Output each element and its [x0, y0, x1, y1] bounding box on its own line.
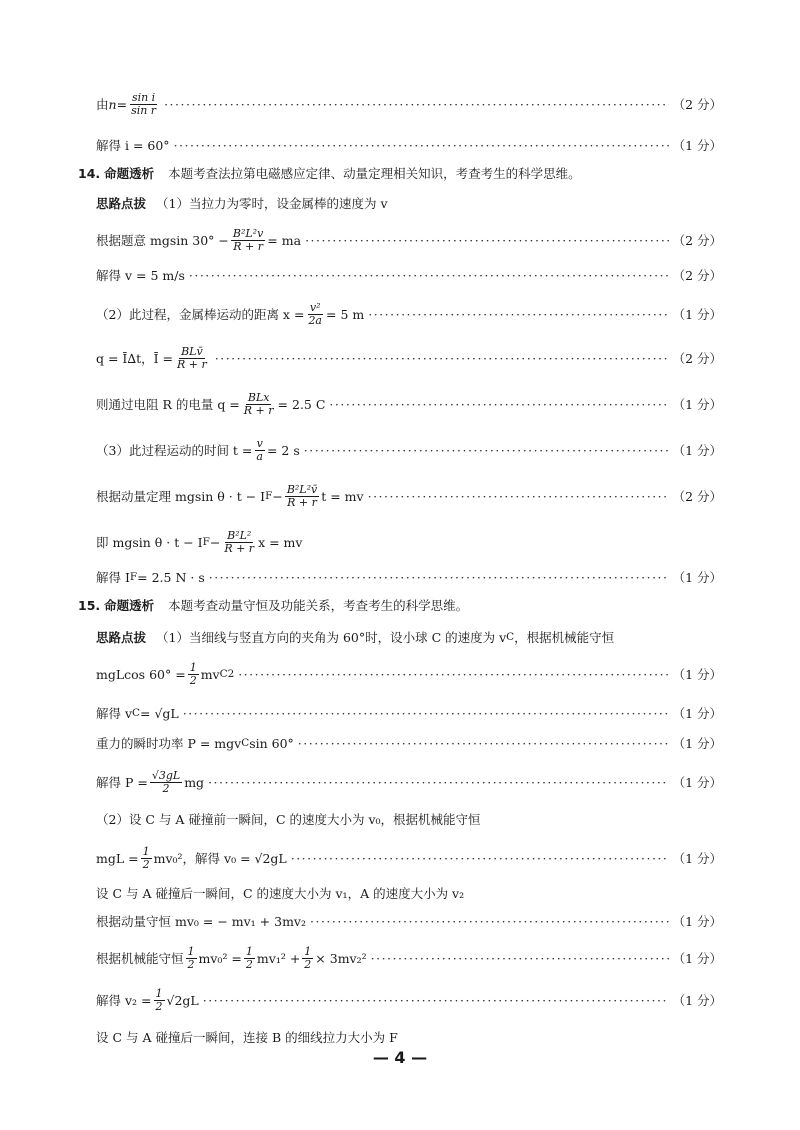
- fraction: $\frac{\text{sin i}}{\text{sin r}}$: [131, 91, 157, 117]
- answer-line: （2）此过程，金属棒运动的距离 x = $\frac{\text{v²}}{2a}$ = 5 m ····· （1 分）: [96, 302, 722, 326]
- hint-line: 思路点拔 （1）当细线与竖直方向的夹角为 60°时，设小球 C 的速度为 v C ，根据机械能守恒: [96, 630, 615, 645]
- text-line: 设 C 与 A 碰撞后一瞬间，C 的速度大小为 v₁，A 的速度大小为 v₂: [96, 886, 465, 901]
- text-line: 设 C 与 A 碰撞后一瞬间，连接 B 的细线拉力大小为 F: [96, 1030, 398, 1045]
- answer-line: 即 mgsin θ · t − I F − $\frac{\text{B²L²}}{R + r}$ x = mv: [96, 529, 303, 555]
- score: （2 分）: [672, 97, 722, 113]
- answer-line: 解得 v₂ = $\frac{1}{2}$ √2gL ····· （1 分）: [96, 988, 722, 1012]
- answer-line: 解得 P = $\frac{√3gL}{2}$ mg ····· （1 分）: [96, 770, 722, 794]
- answer-line: 根据动量定理 mgsin θ · t − I F − $\frac{\text{B²L²v̄}}{R + r}$ t = mv ····· （2 分）: [96, 484, 722, 508]
- leader-dots: [164, 97, 668, 112]
- answer-line: 则通过电阻 R 的电量 q = $\frac{\text{BLx}}{R + r}$ = 2.5 C ····· （1 分）: [96, 392, 722, 416]
- answer-line: mgLcos 60° = $\frac{1}{2}$ mv C 2 ····· （1 分）: [96, 662, 722, 686]
- answer-line-refraction: [96, 92, 722, 116]
- page-number: — 4 —: [372, 1048, 428, 1067]
- answer-line: 解得 i = 60° ····· （1 分）: [96, 136, 722, 154]
- answer-line: 根据动量守恒 mv₀ = − mv₁ + 3mv₂ ····· （1 分）: [96, 912, 722, 930]
- answer-line: 根据题意 mgsin 30° − $\frac{\text{B²L²v}}{R + r}$ = ma ····· （2 分）: [96, 228, 722, 252]
- answer-line: 解得 I F = 2.5 N · s ····· （1 分）: [96, 568, 722, 586]
- answer-line: q = Ī∆t，Ī = $\frac{\text{BLv̄}}{R + r}$ ····· （2 分）: [96, 346, 722, 370]
- text-line: （2）设 C 与 A 碰撞前一瞬间，C 的速度大小为 v₀，根据机械能守恒: [96, 812, 481, 827]
- question-14-header: 14. 命题透析 本题考查法拉第电磁感应定律、动量定理相关知识，考查考生的科学思维。: [78, 165, 581, 181]
- equation: 由 n = $\frac{\text{sin i}}{\text{sin r}}$: [96, 91, 157, 117]
- question-15-header: 15. 命题透析 本题考查动量守恒及功能关系，考查考生的科学思维。: [78, 597, 469, 613]
- hint-line: 思路点拔 （1）当拉力为零时，设金属棒的速度为 v: [96, 196, 388, 211]
- answer-line: 解得 v = 5 m/s ····· （2 分）: [96, 266, 722, 284]
- answer-line: 根据机械能守恒 $\frac{1}{2}$ mv₀² = $\frac{1}{2}$ mv₁² + $\frac{1}{2}$ × 3mv₂² ····· （1 分）: [96, 946, 722, 970]
- answer-line: 解得 v C = √gL ····· （1 分）: [96, 704, 722, 722]
- answer-line: mgL = $\frac{1}{2}$ mv₀²，解得 v₀ = √2gL ····· （1 分）: [96, 846, 722, 870]
- answer-line: 重力的瞬时功率 P = mgv C sin 60° ····· （1 分）: [96, 734, 722, 752]
- answer-line: （3）此过程运动的时间 t = $\frac{v}{a}$ = 2 s ····· （1 分）: [96, 438, 722, 462]
